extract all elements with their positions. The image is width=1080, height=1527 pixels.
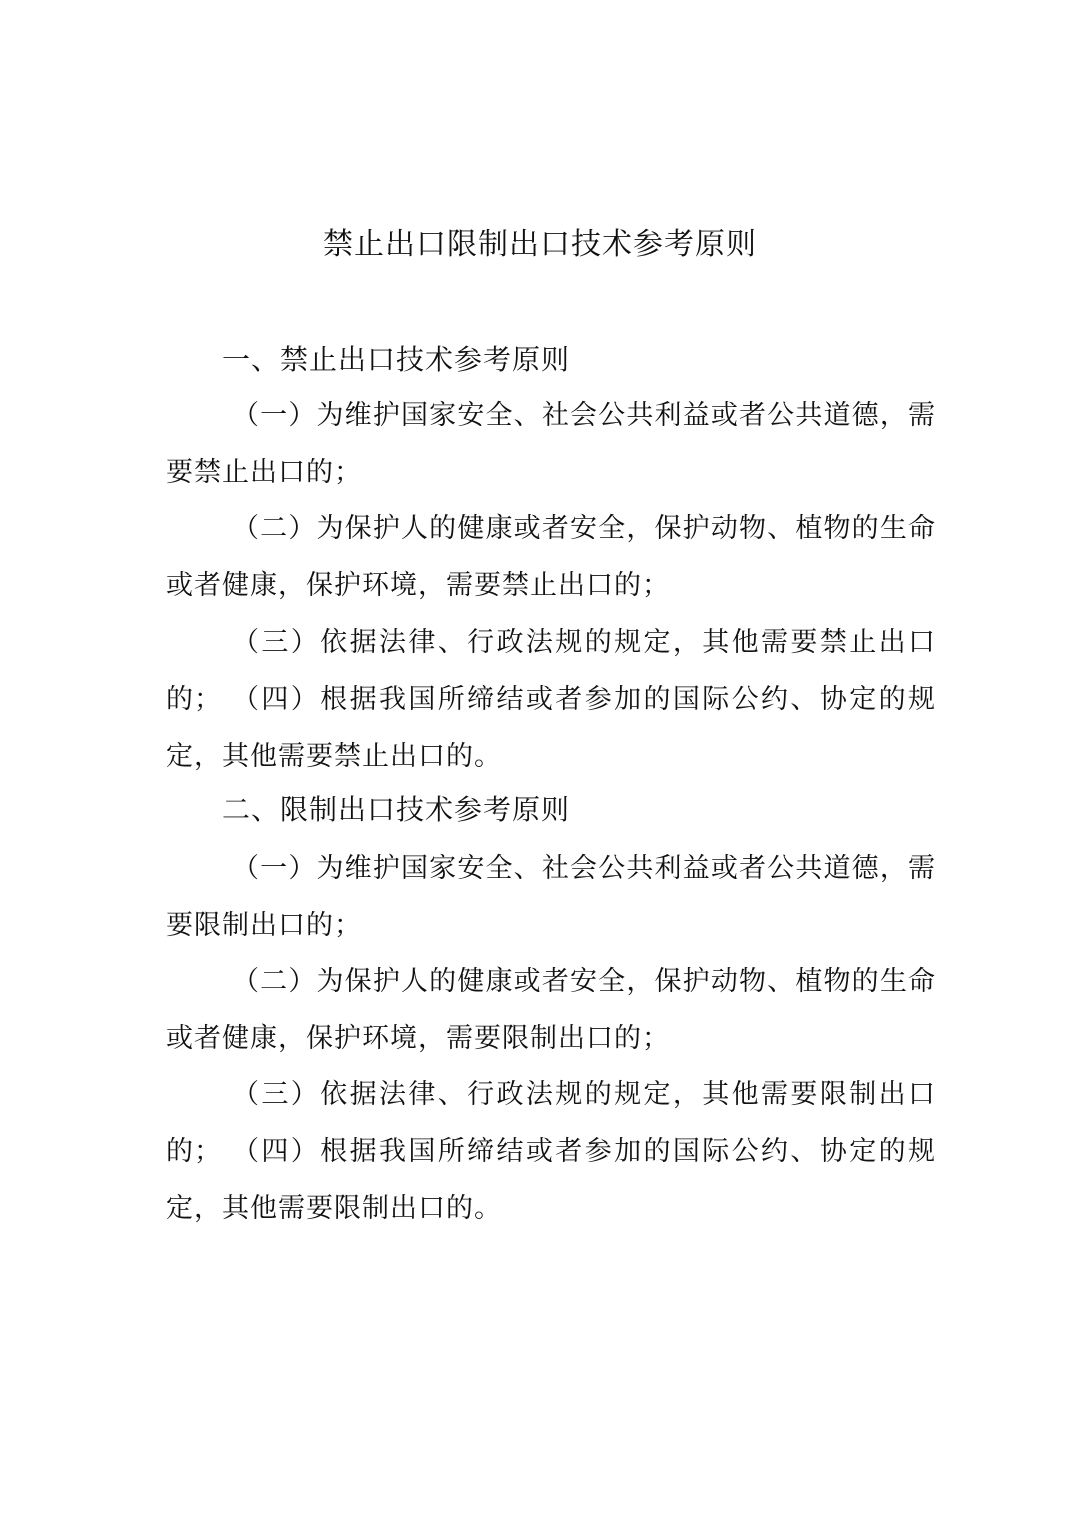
document-title: 禁止出口限制出口技术参考原则 [323,227,757,262]
section-1-item-4: （四）根据我国所缔结或者参加的国际公约、协定的规定，其他需要禁止出口的。 [166,684,936,772]
section-2-item-4: （四）根据我国所缔结或者参加的国际公约、协定的规定，其他需要限制出口的。 [166,1136,936,1224]
section-1-item-2: （二）为保护人的健康或者安全，保护动物、植物的生命或者健康，保护环境，需要禁止出口的； [166,513,936,601]
section-2-item-2: （二）为保护人的健康或者安全，保护动物、植物的生命或者健康，保护环境，需要限制出口的； [166,966,936,1054]
section-1-item-3: （三）依据法律、行政法规的规定，其他需要禁止出口的； [166,627,936,715]
section-1-heading: 一、禁止出口技术参考原则 [222,343,571,376]
section-1-item-1: （一）为维护国家安全、社会公共利益或者公共道德，需要禁止出口的； [166,400,936,488]
section-2-heading: 二、限制出口技术参考原则 [222,793,571,826]
section-2-item-1: （一）为维护国家安全、社会公共利益或者公共道德，需要限制出口的； [166,853,936,941]
section-2-item-3: （三）依据法律、行政法规的规定，其他需要限制出口的； [166,1079,936,1167]
